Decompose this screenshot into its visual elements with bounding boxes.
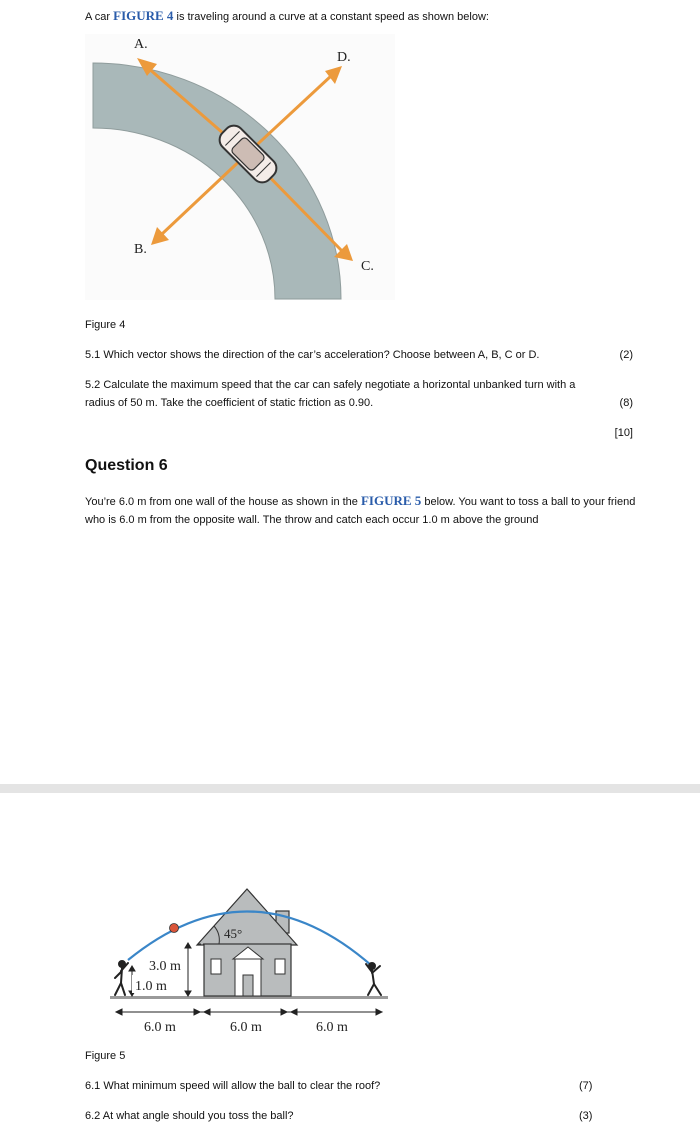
figure-5-link: FIGURE 5 bbox=[360, 493, 422, 508]
question-6-paragraph: You’re 6.0 m from one wall of the house as shown in the FIGURE 5 below. You want to toss a ball to your friend who is 6.0 m from the opposite wall. The throw and catch each occur 1.0 m above the ground bbox=[85, 493, 636, 526]
question-6-heading: Question 6 bbox=[85, 457, 168, 474]
question-5-2-line2: radius of 50 m. Take the coefficient of static friction as 0.90. bbox=[85, 397, 374, 409]
question-6-2-marks: (3) bbox=[579, 1110, 593, 1122]
question-6-1-marks: (7) bbox=[579, 1080, 593, 1092]
question-6-1: 6.1 What minimum speed will allow the ball to clear the roof? bbox=[85, 1080, 381, 1092]
roof-height-label: 3.0 m bbox=[149, 959, 181, 974]
figure-4-caption: Figure 4 bbox=[85, 319, 126, 331]
roof-angle: 45° bbox=[224, 926, 243, 941]
thrower-figure bbox=[115, 961, 128, 995]
figure-5-caption: Figure 5 bbox=[85, 1050, 126, 1062]
vector-b-label: B. bbox=[134, 242, 147, 257]
question-5-2-line1: 5.2 Calculate the maximum speed that the car can safely negotiate a horizontal unbanked turn with a bbox=[85, 379, 576, 391]
figure-4-link: FIGURE 4 bbox=[113, 8, 174, 23]
distance-3-label: 6.0 m bbox=[316, 1020, 348, 1035]
vector-c-label: C. bbox=[361, 259, 374, 274]
page-break bbox=[0, 784, 700, 793]
catcher-figure bbox=[366, 963, 381, 995]
figure-4 bbox=[85, 34, 395, 300]
vector-d-label: D. bbox=[337, 50, 351, 65]
q5-intro: A car FIGURE 4 is traveling around a curve at a constant speed as shown below: bbox=[85, 8, 489, 23]
question-5-total: [10] bbox=[614, 427, 633, 439]
ball bbox=[170, 924, 179, 933]
figure-5 bbox=[104, 880, 394, 1040]
distance-1-label: 6.0 m bbox=[144, 1020, 176, 1035]
question-5-2-marks: (8) bbox=[619, 397, 633, 409]
distance-2-label: 6.0 m bbox=[230, 1020, 262, 1035]
throw-height-label: 1.0 m bbox=[135, 979, 167, 994]
vector-a-label: A. bbox=[134, 37, 148, 52]
question-5-1: 5.1 Which vector shows the direction of the car’s acceleration? Choose between A, B, C or D. bbox=[85, 349, 540, 361]
question-6-2: 6.2 At what angle should you toss the ball? bbox=[85, 1110, 294, 1122]
question-5-1-marks: (2) bbox=[619, 349, 633, 361]
